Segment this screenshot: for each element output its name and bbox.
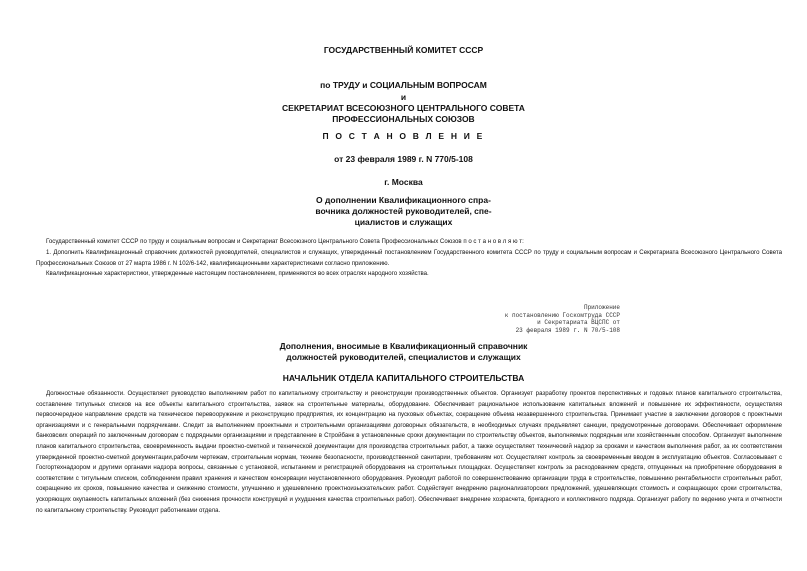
appendix-line: и Секретариата ВЦСПС от — [537, 319, 620, 327]
document-subject — [0, 195, 807, 228]
secretariat-heading-line2: ПРОФЕССИОНАЛЬНЫХ СОЮЗОВ — [332, 114, 475, 124]
duties-paragraph: Должностные обязанности. Осуществляет руководство выполнением работ по капитальному строительству и реконструкции производственных объектов. Организует разработку проектов перспективных и годовых планов капитального строительства, составление титульных списков на все объекты капитального строительства, заявок на строительные материалы, оборудование. Обеспечивает рациональное использование капитальных вложений и повышение их эффективности, осуществляя первоочередное направление средств на техническое перевооружение и реконструкцию предприятия, их концентрацию на пусковых объектах, сокращение объема незавершенного строительства. Принимает участие в заключении договоров с проектными организациями и с генеральными подрядчиками. Следит за выполнением проектными и строительными организациями договорных обязательств, в необходимых случаях предъявляет санкции, предусмотренные договорами. Обеспечивает оформление банковских операций по заключенным договорам с подрядными организациями и представление в Стройбанк в установленные сроки документации по строительству объектов, выполняемых подрядным или хозяйственным способом. Организует выполнение планов капитального строительства, своевременность выдачи проектно-сметной и технической документации для производства строительных работ, а также осуществляет технический надзор за сроками и качеством выполнения работ, за их соответствием утвержденной проектно-сметной документации,рабочим чертежам, строительным нормам, технике безопасности, производственной санитарии, требованиям нот. Осуществляет контроль за своевременным вводом в эксплуатацию объектов. Согласовывает с Госгортехнадзором и другими органами надзора вопросы, связанные с установкой, испытанием и регистрацией оборудования на строительных площадках. Осуществляет контроль за расходованием средств, отпущенных на приобретение оборудования в соответствии с титульным списком, соблюдением правил хранения и качеством консервации неустановленного оборудования. Руководит работой по совершенствованию организации труда в строительстве, повышению рентабельности строительных работ, сокращению их сроков, повышению качества и снижению стоимости, улучшению и удешевлению проектноизыскательских работ. Содействует внедрению рационализаторских предложений, удешевляющих стоимость и сокращающих сроки строительства, ускоряющих окупаемость капитальных вложений (без снижения прочности конструкций и ухудшения качества строительных работ). Обеспечивает внедрение хозрасчета, бригадного и коллективного подряда. Организует работу по ведению учета и отчетности по капитальному строительству. Руководит работниками отдела. — [36, 390, 782, 514]
subject-line: О дополнении Квалификационного спра- — [316, 195, 491, 205]
subject-line: вочника должностей руководителей, спе- — [315, 206, 492, 216]
point-1-paragraph: 1. Дополнить Квалификационный справочник должностей руководителей, специалистов и служащих, утвержденный постановлением Государственного комитета СССР по труду и социальным вопросам и Секретариата Всесоюзного Центрального Совета Профессиональных Союзов от 27 марта 1986 г. N 102/6-142, квалификационными характеристиками согласно приложению. — [36, 249, 782, 267]
ministry-heading: по ТРУДУ и СОЦИАЛЬНЫМ ВОПРОСАМ — [320, 80, 487, 90]
subject-line: циалистов и служащих — [354, 217, 453, 227]
point-2-paragraph: Квалификационные характеристики, утвержденные настоящим постановлением, применяются во всех отраслях народного хозяйства. — [46, 270, 429, 277]
appendix-title-line: Дополнения, вносимые в Квалификационный справочник — [279, 341, 528, 351]
secretariat-heading-line1: СЕКРЕТАРИАТ ВСЕСОЮЗНОГО ЦЕНТРАЛЬНОГО СОВЕТА — [282, 103, 525, 113]
appendix-title-line: должностей руководителей, специалистов и служащих — [286, 351, 521, 362]
committee-heading: ГОСУДАРСТВЕННЫЙ КОМИТЕТ СССР — [323, 45, 484, 55]
conjunction-line: и — [400, 92, 407, 102]
appendix-title — [0, 341, 807, 362]
document-date-number: от 23 февраля 1989 г. N 770/5-108 — [334, 154, 473, 164]
position-title: НАЧАЛЬНИК ОТДЕЛА КАПИТАЛЬНОГО СТРОИТЕЛЬСТВА — [282, 373, 525, 383]
appendix-line: Приложение — [583, 304, 620, 311]
preamble-paragraph: Государственный комитет СССР по труду и социальным вопросам и Секретариат Всесоюзного Центрального Совета Профессиональных Союзов п о с т а н о в л я ю т: — [46, 238, 524, 245]
appendix-reference — [470, 304, 620, 334]
document-type-heading: П О С Т А Н О В Л Е Н И Е — [322, 131, 485, 141]
appendix-line: к постановлению Госкомтруда СССР — [504, 311, 620, 319]
document-city: г. Москва — [384, 177, 423, 187]
appendix-line: 23 февраля 1989 г. N 70/5-108 — [515, 326, 620, 334]
